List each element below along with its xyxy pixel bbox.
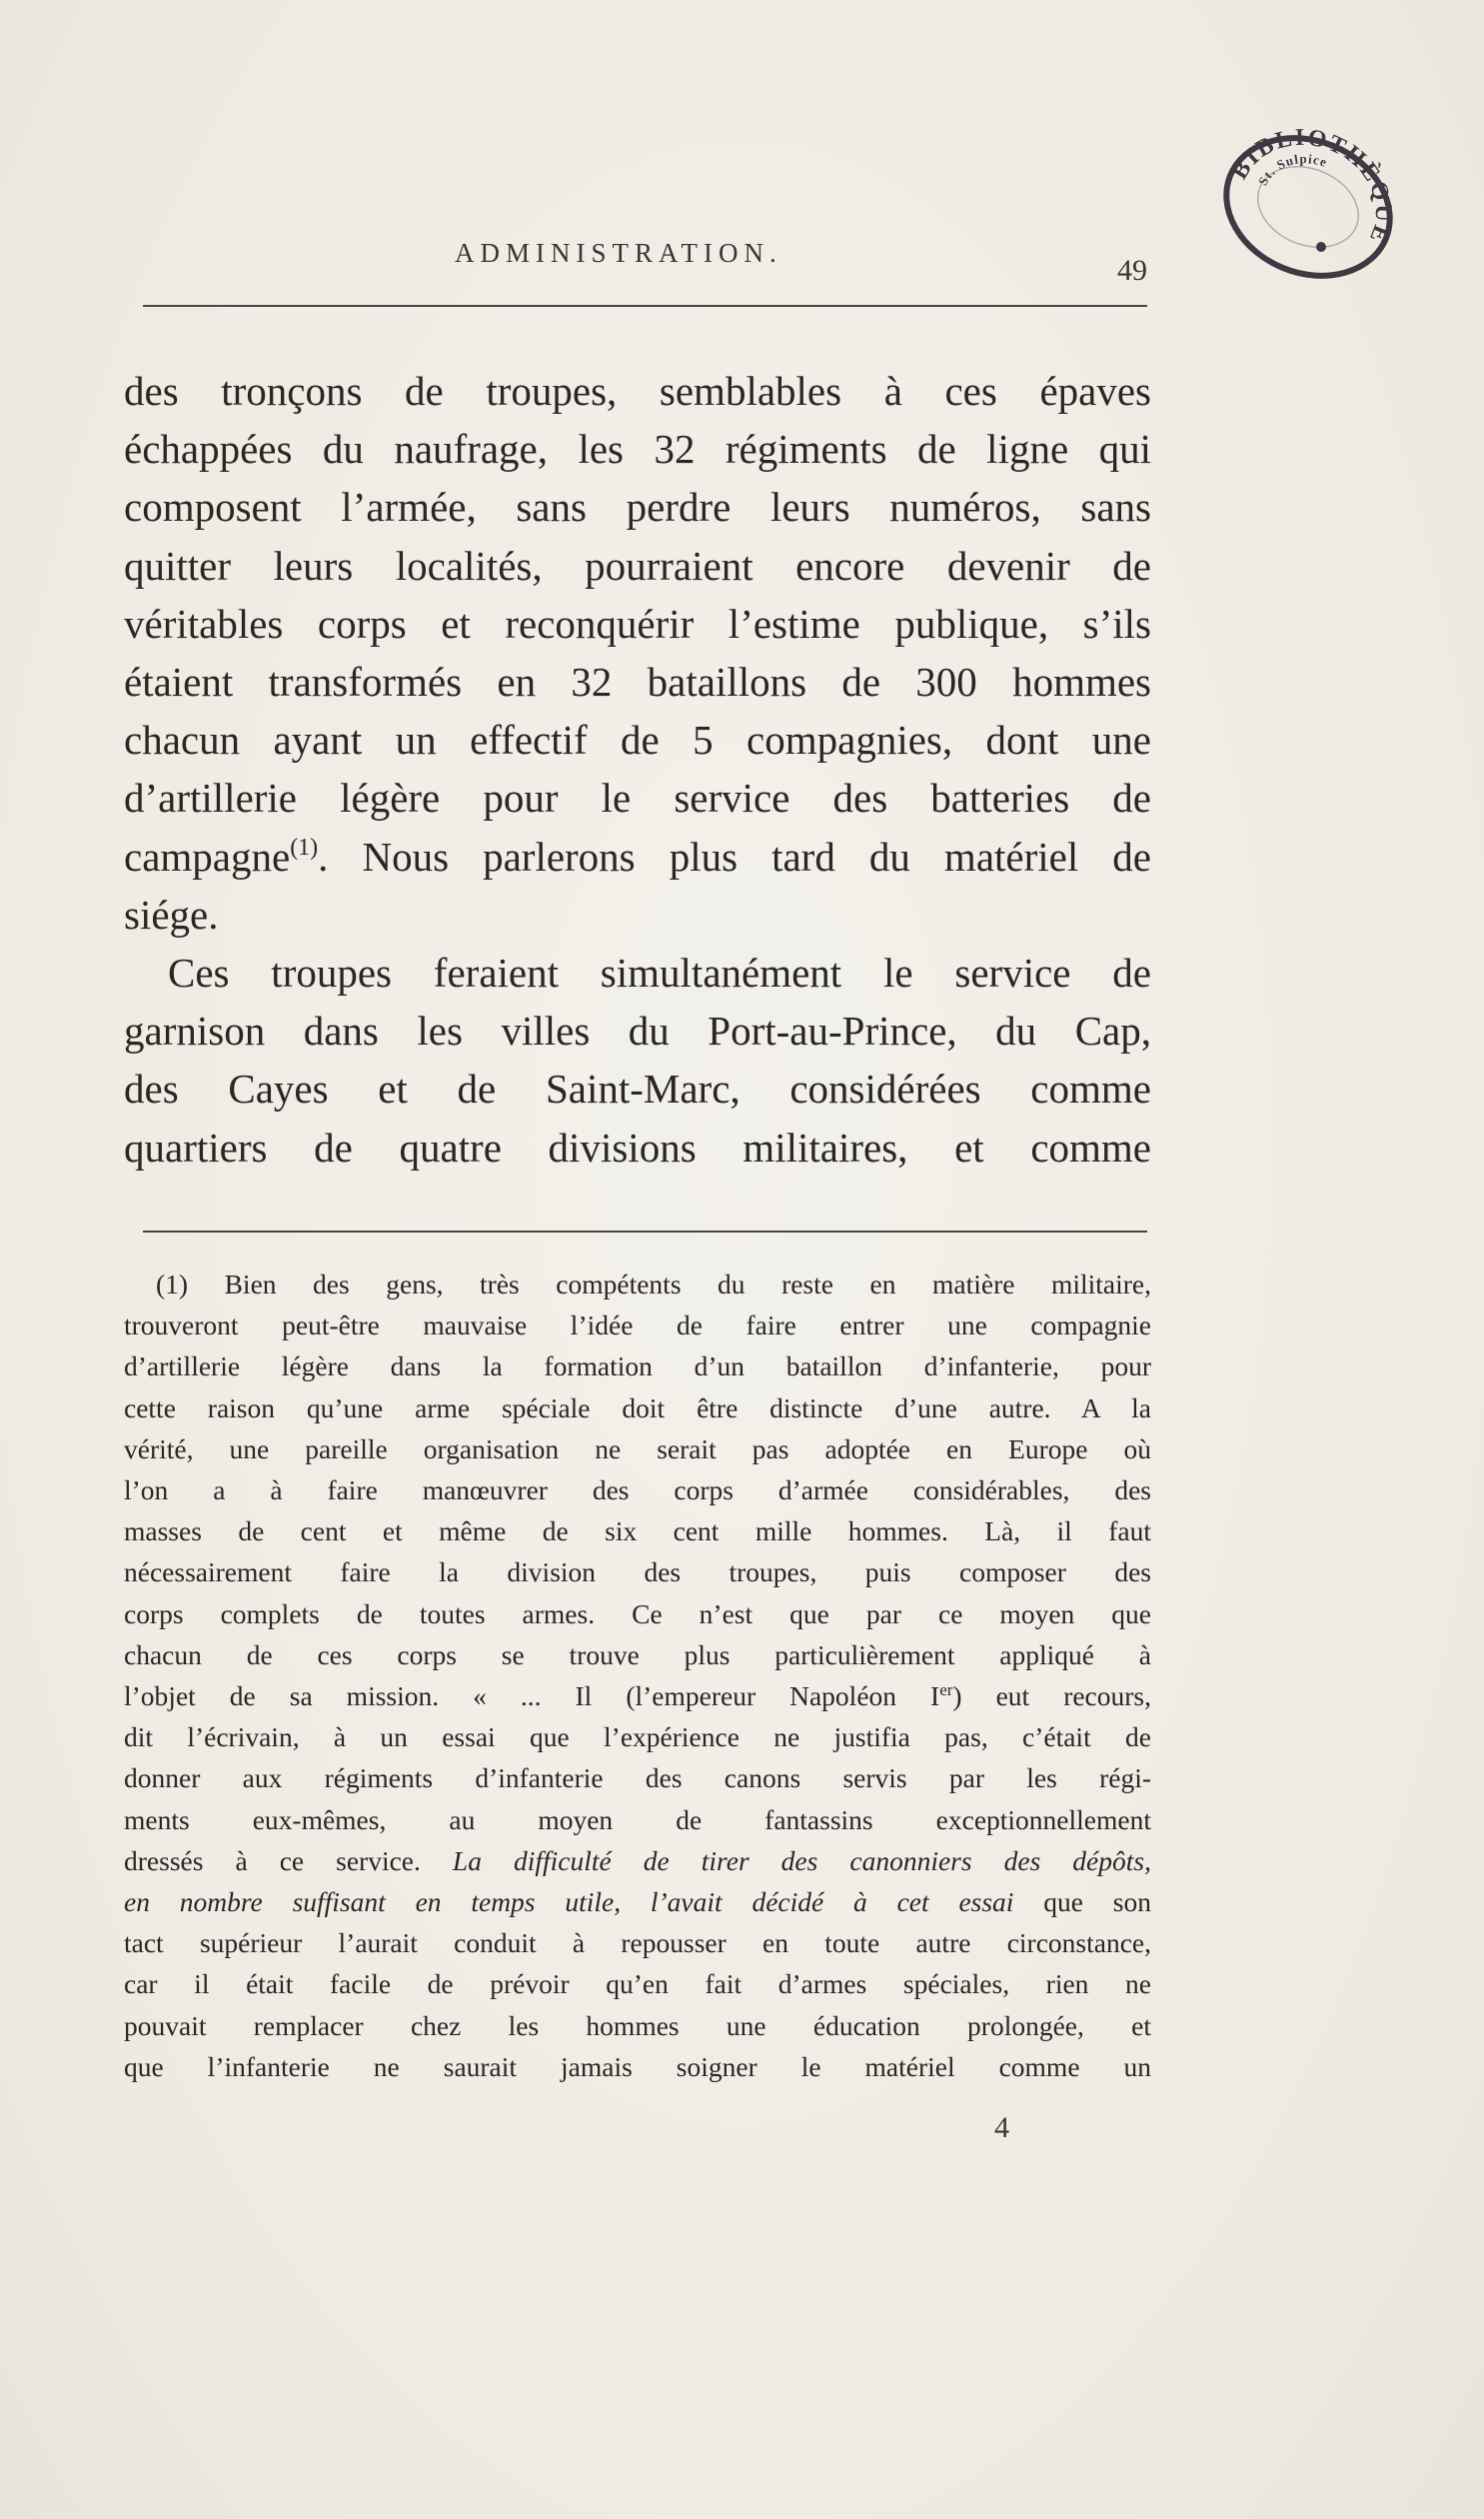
footnote-line <box>124 1675 1151 1716</box>
footnote-line: d’artillerie légère dans la formation d’un bataillon d’infanterie, pour <box>124 1350 1151 1382</box>
footnote-line: corps complets de toutes armes. Ce n’est que par ce moyen que <box>124 1597 1151 1629</box>
body-line: des tronçons de troupes, semblables à ces épaves <box>124 368 1151 414</box>
body-text: . Nous parlerons plus tard du matériel de <box>318 833 1151 880</box>
superscript: er <box>939 1680 953 1700</box>
body-line: échappées du naufrage, les 32 régiments de ligne qui <box>124 426 1151 473</box>
footnote-rule <box>143 1231 1147 1233</box>
footnote-line: vérité, une pareille organisation ne serait pas adoptée en Europe où <box>124 1432 1151 1464</box>
footnote-line: cette raison qu’une arme spéciale doit être distincte d’une autre. A la <box>124 1391 1151 1423</box>
footnote-line: car il était facile de prévoir qu’en fait d’armes spéciales, rien ne <box>124 1968 1151 2000</box>
footnote-line: masses de cent et même de six cent mille hommes. Là, il faut <box>124 1515 1151 1547</box>
page-number: 49 <box>1117 254 1147 287</box>
signature-mark: 4 <box>994 2111 1009 2144</box>
body-line: composent l’armée, sans perdre leurs numéros, sans <box>124 484 1151 531</box>
footnote-line: chacun de ces corps se trouve plus particulièrement appliqué à <box>124 1638 1151 1670</box>
stamp-subtext: St. Sulpice <box>1254 151 1330 189</box>
footnote-reference: (1) <box>290 834 319 861</box>
footnote-text: ) eut recours, <box>952 1680 1151 1712</box>
body-line: Ces troupes feraient simultanément le service de <box>168 950 1151 997</box>
body-line: des Cayes et de Saint-Marc, considérées comme <box>124 1066 1151 1113</box>
footnote-line: (1) Bien des gens, très compétents du reste en matière militaire, <box>156 1268 1151 1299</box>
body-line: étaient transformés en 32 bataillons de 300 hommes <box>124 659 1151 706</box>
footnote-line: donner aux régiments d’infanterie des canons servis par les régi- <box>124 1762 1151 1794</box>
footnote-quote: La difficulté de tirer des canonniers des dépôts, <box>452 1844 1151 1876</box>
footnote-line <box>124 1840 1151 1881</box>
footnote-line: trouveront peut-être mauvaise l’idée de faire entrer une compagnie <box>124 1309 1151 1341</box>
body-line: véritables corps et reconquérir l’estime publique, s’ils <box>124 600 1151 647</box>
body-line: quitter leurs localités, pourraient encore devenir de <box>124 542 1151 589</box>
header-rule <box>143 305 1147 307</box>
footnote-text: l’objet de sa mission. « ... Il (l’empereur Napoléon I <box>124 1680 940 1712</box>
body-text: campagne <box>124 833 291 880</box>
footnote-line: nécessairement faire la division des troupes, puis composer des <box>124 1556 1151 1588</box>
main-text <box>124 362 1151 1177</box>
body-line: chacun ayant un effectif de 5 compagnies, dont une <box>124 717 1151 764</box>
body-line: quartiers de quatre divisions militaires, et comme <box>124 1124 1151 1171</box>
footnote-text: que son <box>1013 1886 1151 1918</box>
svg-text:BIBLIOTHÈQUE <box>1222 112 1399 248</box>
body-line: d’artillerie légère pour le service des batteries de <box>124 775 1151 822</box>
body-line <box>124 828 1151 886</box>
footnote-line: ments eux-mêmes, au moyen de fantassins exceptionnellement <box>124 1803 1151 1835</box>
footnote-line: dit l’écrivain, à un essai que l’expérience ne justifia pas, c’était de <box>124 1721 1151 1753</box>
footnote-line: tact supérieur l’aurait conduit à repousser en toute autre circonstance, <box>124 1927 1151 1959</box>
footnote-line <box>124 1881 1151 1922</box>
footnote-line: que l’infanterie ne saurait jamais soigner le matériel comme un <box>124 2050 1151 2082</box>
body-line: garnison dans les villes du Port-au-Prince, du Cap, <box>124 1008 1151 1055</box>
library-stamp <box>1209 112 1399 292</box>
footnote-line: pouvait remplacer chez les hommes une éducation prolongée, et <box>124 2009 1151 2041</box>
stamp-text: BIBLIOTHÈQUE <box>1226 124 1397 248</box>
footnote-line: l’on a à faire manœuvrer des corps d’armée considérables, des <box>124 1474 1151 1506</box>
footnote-text: dressés à ce service. <box>124 1844 453 1876</box>
footnote <box>124 1263 1151 2087</box>
body-line: siége. <box>124 891 219 938</box>
running-title: ADMINISTRATION. <box>455 238 782 268</box>
footnote-quote: en nombre suffisant en temps utile, l’avait décidé à cet essai <box>124 1886 1014 1918</box>
